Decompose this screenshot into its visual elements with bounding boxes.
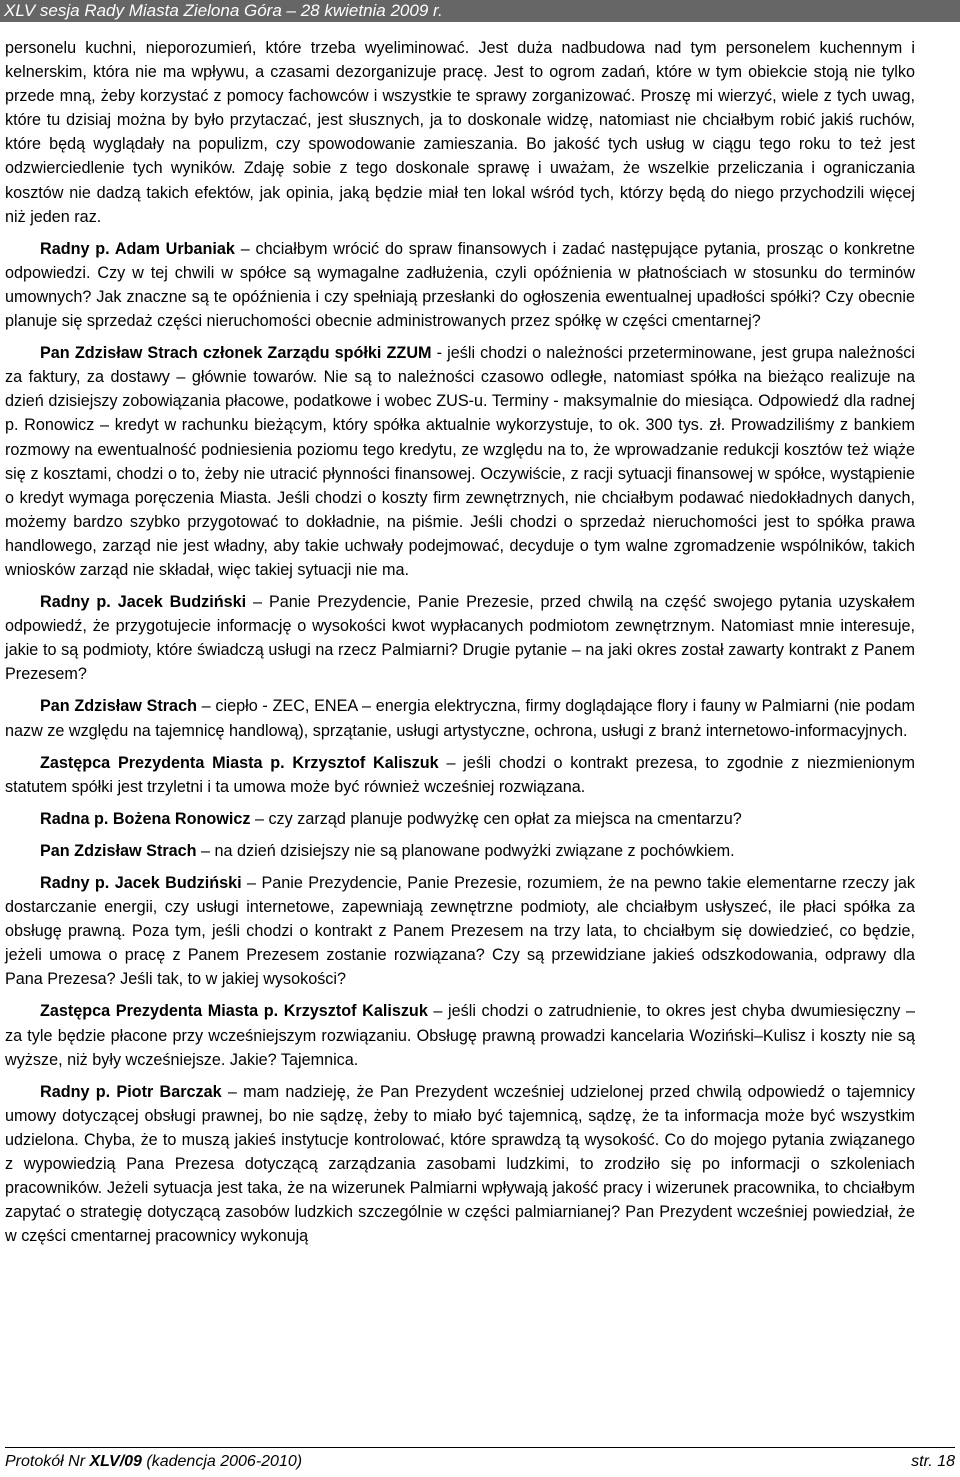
speaker-name: Radny p. Jacek Budziński bbox=[40, 874, 242, 892]
paragraph-text: – na dzień dzisiejszy nie są planowane podwyżki związane z pochówkiem. bbox=[196, 841, 735, 860]
footer-divider bbox=[5, 1447, 955, 1448]
paragraph-speech bbox=[5, 341, 915, 582]
paragraph-speech bbox=[5, 694, 915, 742]
paragraph-text: - jeśli chodzi o należności przeterminowane, jest grupa należności za faktury, za dostawy – głównie towarów. Nie są to należności czasowo odległe, natomiast spółka na bieżąco realizuje na dzień dzisiejszy zobowiązania płacowe, podatkowe i wobec ZUS-u. Terminy - maksymalnie do miesiąca. Odpowiedź dla radnej p. Ronowicz – kredyt w rachunku bieżącym, który spółka aktualnie wykorzystuje, to ok. 300 tys. zł. Prowadziliśmy z bankiem rozmowy na ewentualność podniesienia poziomu tego kredytu, ze względu na to, że wprowadzanie redukcji kosztów też wiąże się z kosztami, chodzi o to, żeby nie utracić płynności finansowej. Oczywiście, z racji sytuacji finansowej w spółce, wystąpienie o kredyt wymaga poręczenia Miasta. Jeśli chodzi o koszty firm zewnętrznych, nie chciałbym podawać niedokładnych danych, możemy bardzo szybko przygotować to dokładnie, na piśmie. Jeśli chodzi o sprzedaż nieruchomości jest to spółka prawa handlowego, zarząd nie jest władny, aby takie uchwały podejmować, decyduje o tym walne zgromadzenie wspólników, takich wniosków zarząd nie składał, więc takiej sytuacji nie ma. bbox=[5, 344, 915, 579]
paragraph-speech bbox=[5, 237, 915, 333]
paragraph-speech bbox=[5, 1080, 915, 1249]
paragraph-text: – jeśli chodzi o kontrakt prezesa, to zgodnie z niezmienionym statutem spółki jest trzyletni i ta umowa może być również wcześniej rozwiązana. bbox=[5, 753, 915, 796]
footer-protocol-number: XLV/09 bbox=[89, 1453, 142, 1470]
paragraph-text: – jeśli chodzi o zatrudnienie, to okres jest chyba dwumiesięczny – za tyle będzie płacone przy wcześniejszym rozwiązaniu. Obsługę prawną prowadzi kancelaria Woziński–Kulisz i koszty nie są wyższe, niż były wcześniejsze. Jakie? Tajemnica. bbox=[5, 1002, 915, 1069]
paragraph-text: – Panie Prezydencie, Panie Prezesie, przed chwilą na część swojego pytania uzyskałem odpowiedź, że przygotujecie informację o wysokości kwot wypłacanych podmiotom zewnętrznym. Natomiast mnie interesuje, jakie to są podmioty, które świadczą usługi na rzecz Palmiarni? Drugie pytanie – na jaki okres został zawarty kontrakt z Panem Prezesem? bbox=[5, 593, 915, 684]
paragraph-text: – Panie Prezydencie, Panie Prezesie, rozumiem, że na pewno takie elementarne rzeczy jak dostarczanie energii, czy usługi internetowe, zapewniają zewnętrzne podmioty, ale chciałbym usłyszeć, ile płaci spółka za obsługę prawną. Poza tym, jeśli chodzi o kontrakt z Panem Prezesem na trzy lata, to chciałbym się dowiedzieć, co będzie, jeżeli umowa o pracę z Panem Prezesem zostanie rozwiązana? Czy są przewidziane jakieś odszkodowania, odprawy dla Pana Prezesa? Jeśli tak, to w jakiej wysokości? bbox=[5, 874, 916, 989]
speaker-name: Zastępca Prezydenta Miasta p. Krzysztof Kaliszuk bbox=[40, 1002, 428, 1021]
paragraph-speech bbox=[5, 751, 915, 799]
speaker-name: Radny p. Adam Urbaniak bbox=[40, 239, 235, 258]
paragraph-speech bbox=[5, 807, 915, 831]
speaker-name: Pan Zdzisław Strach członek Zarządu spółki ZZUM bbox=[40, 344, 432, 363]
paragraph-text: – chciałbym wrócić do spraw finansowych i zadać następujące pytania, prosząc o konkretne odpowiedzi. Czy w tej chwili w spółce są wymagalne zadłużenia, czyli opóźnienia w płatnościach w stosunku do terminów umownych? Jak znaczne są te opóźnienia i czy spełniają przesłanki do ogłoszenia ewentualnej upadłości spółki? Czy obecnie planuje się sprzedaż części nieruchomości obecnie administrowanych przez spółkę w części cmentarnej? bbox=[5, 239, 915, 331]
paragraph-speech bbox=[5, 999, 915, 1071]
paragraph-text: – ciepło - ZEC, ENEA – energia elektryczna, firmy doglądające flory i fauny w Palmiarni (nie podam nazw ze względu na tajemnicę handlową), sprzątanie, usługi artystyczne, ochrona, usługi z branż internetowo-informacyjnych. bbox=[5, 697, 915, 740]
footer-protocol bbox=[5, 1451, 302, 1473]
paragraph-text: – czy zarząd planuje podwyżkę cen opłat za miejsca na cmentarzu? bbox=[250, 809, 742, 828]
paragraph-speech bbox=[5, 839, 915, 863]
paragraph-continuation bbox=[5, 36, 915, 229]
paragraph-speech bbox=[5, 590, 915, 686]
speaker-name: Radna p. Bożena Ronowicz bbox=[40, 809, 251, 828]
paragraph-text: personelu kuchni, nieporozumień, które trzeba wyeliminować. Jest duża nadbudowa nad tym personelem kuchennym i kelnerskim, która nie ma wpływu, a czasami dezorganizuje pracę. Jest to ogrom zadań, które w tym obiekcie stoją nie tylko przede mną, żeby korzystać z pomocy fachowców i wszystkie te sprawy zorganizować. Proszę mi wierzyć, wiele z tych uwag, które tu dzisiaj można by było przytaczać, jest słusznych, ja to doskonale widzę, natomiast nie chciałbym robić jakiś ruchów, które będą wyglądały na populizm, czy spowodowanie zamieszania. Bo jakość tych usług w ciągu tego roku to też jest odzwierciedlenie tych wyników. Zdaję sobie z tego doskonale sprawę i uważam, że wszelkie przeliczania i ograniczania kosztów nie dadzą takich efektów, jak opinia, jaką będzie miał ten lokal wśród tych, którzy będą do niego przychodzili więcej niż jeden raz. bbox=[5, 39, 915, 226]
page-number: str. 18 bbox=[911, 1453, 955, 1470]
speaker-name: Zastępca Prezydenta Miasta p. Krzysztof Kaliszuk bbox=[40, 753, 439, 772]
speaker-name: Radny p. Piotr Barczak bbox=[40, 1082, 222, 1101]
paragraph-speech bbox=[5, 871, 915, 991]
speaker-name: Pan Zdzisław Strach bbox=[40, 841, 197, 860]
footer-protocol-prefix: Protokół Nr bbox=[5, 1453, 90, 1470]
paragraph-text: – mam nadzieję, że Pan Prezydent wcześniej udzielonej przed chwilą odpowiedź o tajemnicy umowy dotyczącej obsługi prawnej, bo nie sądzę, żeby to miało być tajemnicą, sądzę, że ta informacja może być wszystkim udzielona. Chyba, że to muszą jakieś instytucje kontrolować, które sprawdzą tą wysokość. Co do mojego pytania związanego z wypowiedzią Pana Prezesa dotyczącą zarządzania zasobami ludzkimi, to zrodziło się po informacji o szkoleniach pracowników. Jeżeli sytuacja jest taka, że na wizerunek Palmiarni wpływają jakość pracy i wizerunek pracownika, to chciałbym zapytać o strategię dotyczącą zasobów ludzkich szczególnie w części palmiarnianej? Pan Prezydent wcześniej powiedział, że w części cmentarnej pracownicy wykonują bbox=[5, 1082, 915, 1246]
speaker-name: Pan Zdzisław Strach bbox=[40, 697, 197, 716]
document-header bbox=[0, 0, 960, 22]
document-body bbox=[5, 36, 915, 1256]
header-title: XLV sesja Rady Miasta Zielona Góra – 28 kwietnia 2009 r. bbox=[4, 1, 443, 20]
speaker-name: Radny p. Jacek Budziński bbox=[40, 593, 247, 612]
document-footer bbox=[5, 1451, 955, 1473]
footer-protocol-suffix: (kadencja 2006-2010) bbox=[141, 1453, 303, 1470]
